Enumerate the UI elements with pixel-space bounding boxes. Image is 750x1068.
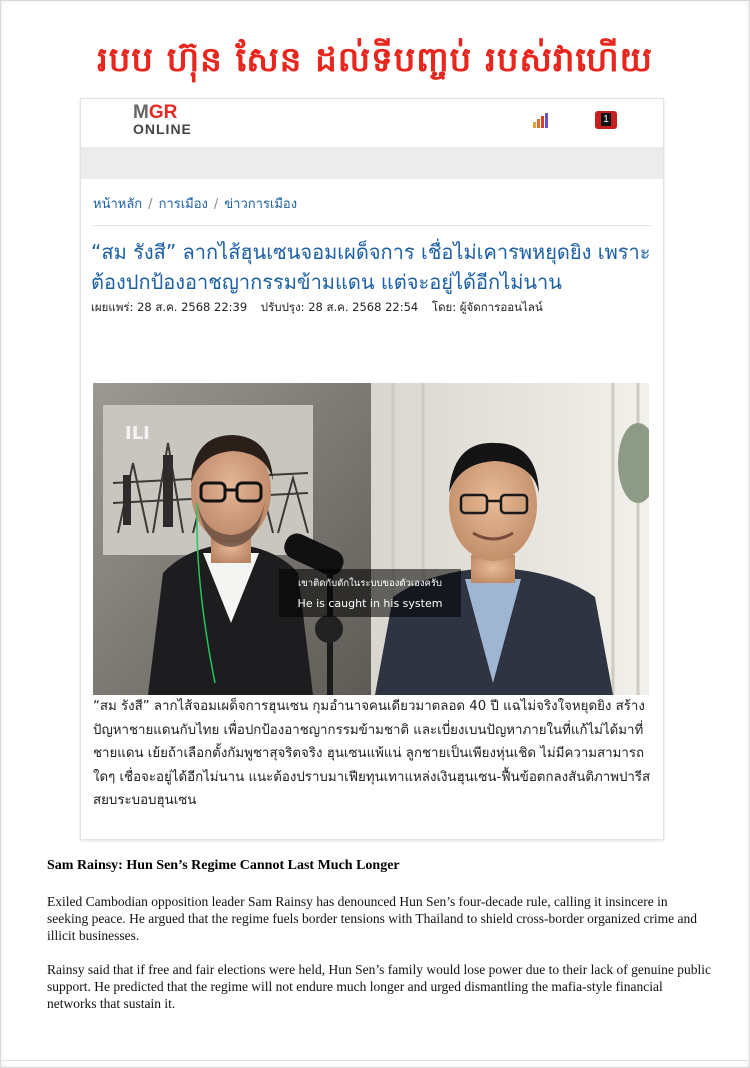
mgr-online-logo[interactable] <box>133 102 192 137</box>
logo-m: M <box>133 102 149 123</box>
english-summary-paragraph-1: Exiled Cambodian opposition leader Sam Rainsy has denounced Hun Sen’s four-decade rule, calling it insincere in seeking peace. He argued that the regime fuels border tensions with Thailand to shield cross-border organized crime and illicit businesses. <box>47 894 698 943</box>
signal-bars-icon[interactable] <box>533 112 549 128</box>
article-meta <box>91 299 553 317</box>
article-caption: “สม รังสี” ลากไส้จอมเผด็จการฮุนเซน กุมอำนาจคนเดียวมาตลอด 40 ปี แฉไม่จริงใจหยุดยิง สร้างปัญหาชายแดนกับไทย เพื่อปกป้องอาชญากรรมข้ามชาติ และเบี่ยงเบนปัญหาภายในที่แก้ไม่ได้มาที่ชายแดน เย้ยถ้าเลือกตั้งกัมพูชาสุจริตจริง ฮุนเซนแพ้แน่ ลูกชายเป็นเพียงหุ่นเชิด ไม่มีความสามารถใดๆ เชื่อจะอยู่ได้อีกไม่นาน แนะต้องปราบมาเฟียทุนเทาแหล่งเงินฮุนเซน-ฟื้นข้อตกลงสันติภาพปารีส สยบระบอบฮุนเซน <box>93 699 651 808</box>
logo-gr: GR <box>148 102 178 123</box>
khmer-headline: របប ហ៊ុន សែន ដល់ទីបញ្ចប់ របស់វាហើយ <box>97 40 653 80</box>
published-date: เผยแพร่: 28 ส.ค. 2568 22:39 <box>91 300 248 314</box>
subtitle-english: He is caught in his system <box>297 597 443 610</box>
english-summary-title: Sam Rainsy: Hun Sen’s Regime Cannot Last Much Longer <box>47 858 400 873</box>
article-title: “สม รังสี” ลากไส้ฮุนเซนจอมเผด็จการ เชื่อไม่เคารพหยุดยิง เพราะต้องปกป้องอาชญากรรมข้ามแดน แต่จะอยู่ได้อีกไม่นาน <box>91 240 651 294</box>
navigation-bar <box>81 147 663 179</box>
interview-photo-illustration <box>93 383 649 695</box>
article-photo[interactable] <box>93 383 649 695</box>
news-screenshot-card <box>80 98 664 840</box>
english-summary-paragraph-2: Rainsy said that if free and fair elections were held, Hun Sen’s family would lose power due to their lack of genuine public support. He predicted that the regime will not endure much longer and urged dismantling the mafia-style financial networks that sustain it. <box>47 962 711 1011</box>
logo-online: ONLINE <box>133 121 192 137</box>
photo-watermark: ILI <box>125 423 150 444</box>
subtitle-thai: เขาติดกับดักในระบบของตัวเองครับ <box>298 578 442 589</box>
notification-count: 1 <box>601 113 611 126</box>
breadcrumb: หน้าหลัก / การเมือง / ข่าวการเมือง <box>93 197 298 212</box>
article-author: โดย: ผู้จัดการออนไลน์ <box>431 300 543 314</box>
notification-icon[interactable] <box>595 111 617 129</box>
breadcrumb-home[interactable]: หน้าหลัก <box>93 197 143 212</box>
breadcrumb-politics[interactable]: การเมือง <box>158 197 208 212</box>
breadcrumb-political-news[interactable]: ข่าวการเมือง <box>224 197 298 212</box>
breadcrumb-divider <box>93 225 651 226</box>
footer-divider <box>0 1060 750 1061</box>
updated-date: ปรับปรุง: 28 ส.ค. 2568 22:54 <box>260 300 419 314</box>
